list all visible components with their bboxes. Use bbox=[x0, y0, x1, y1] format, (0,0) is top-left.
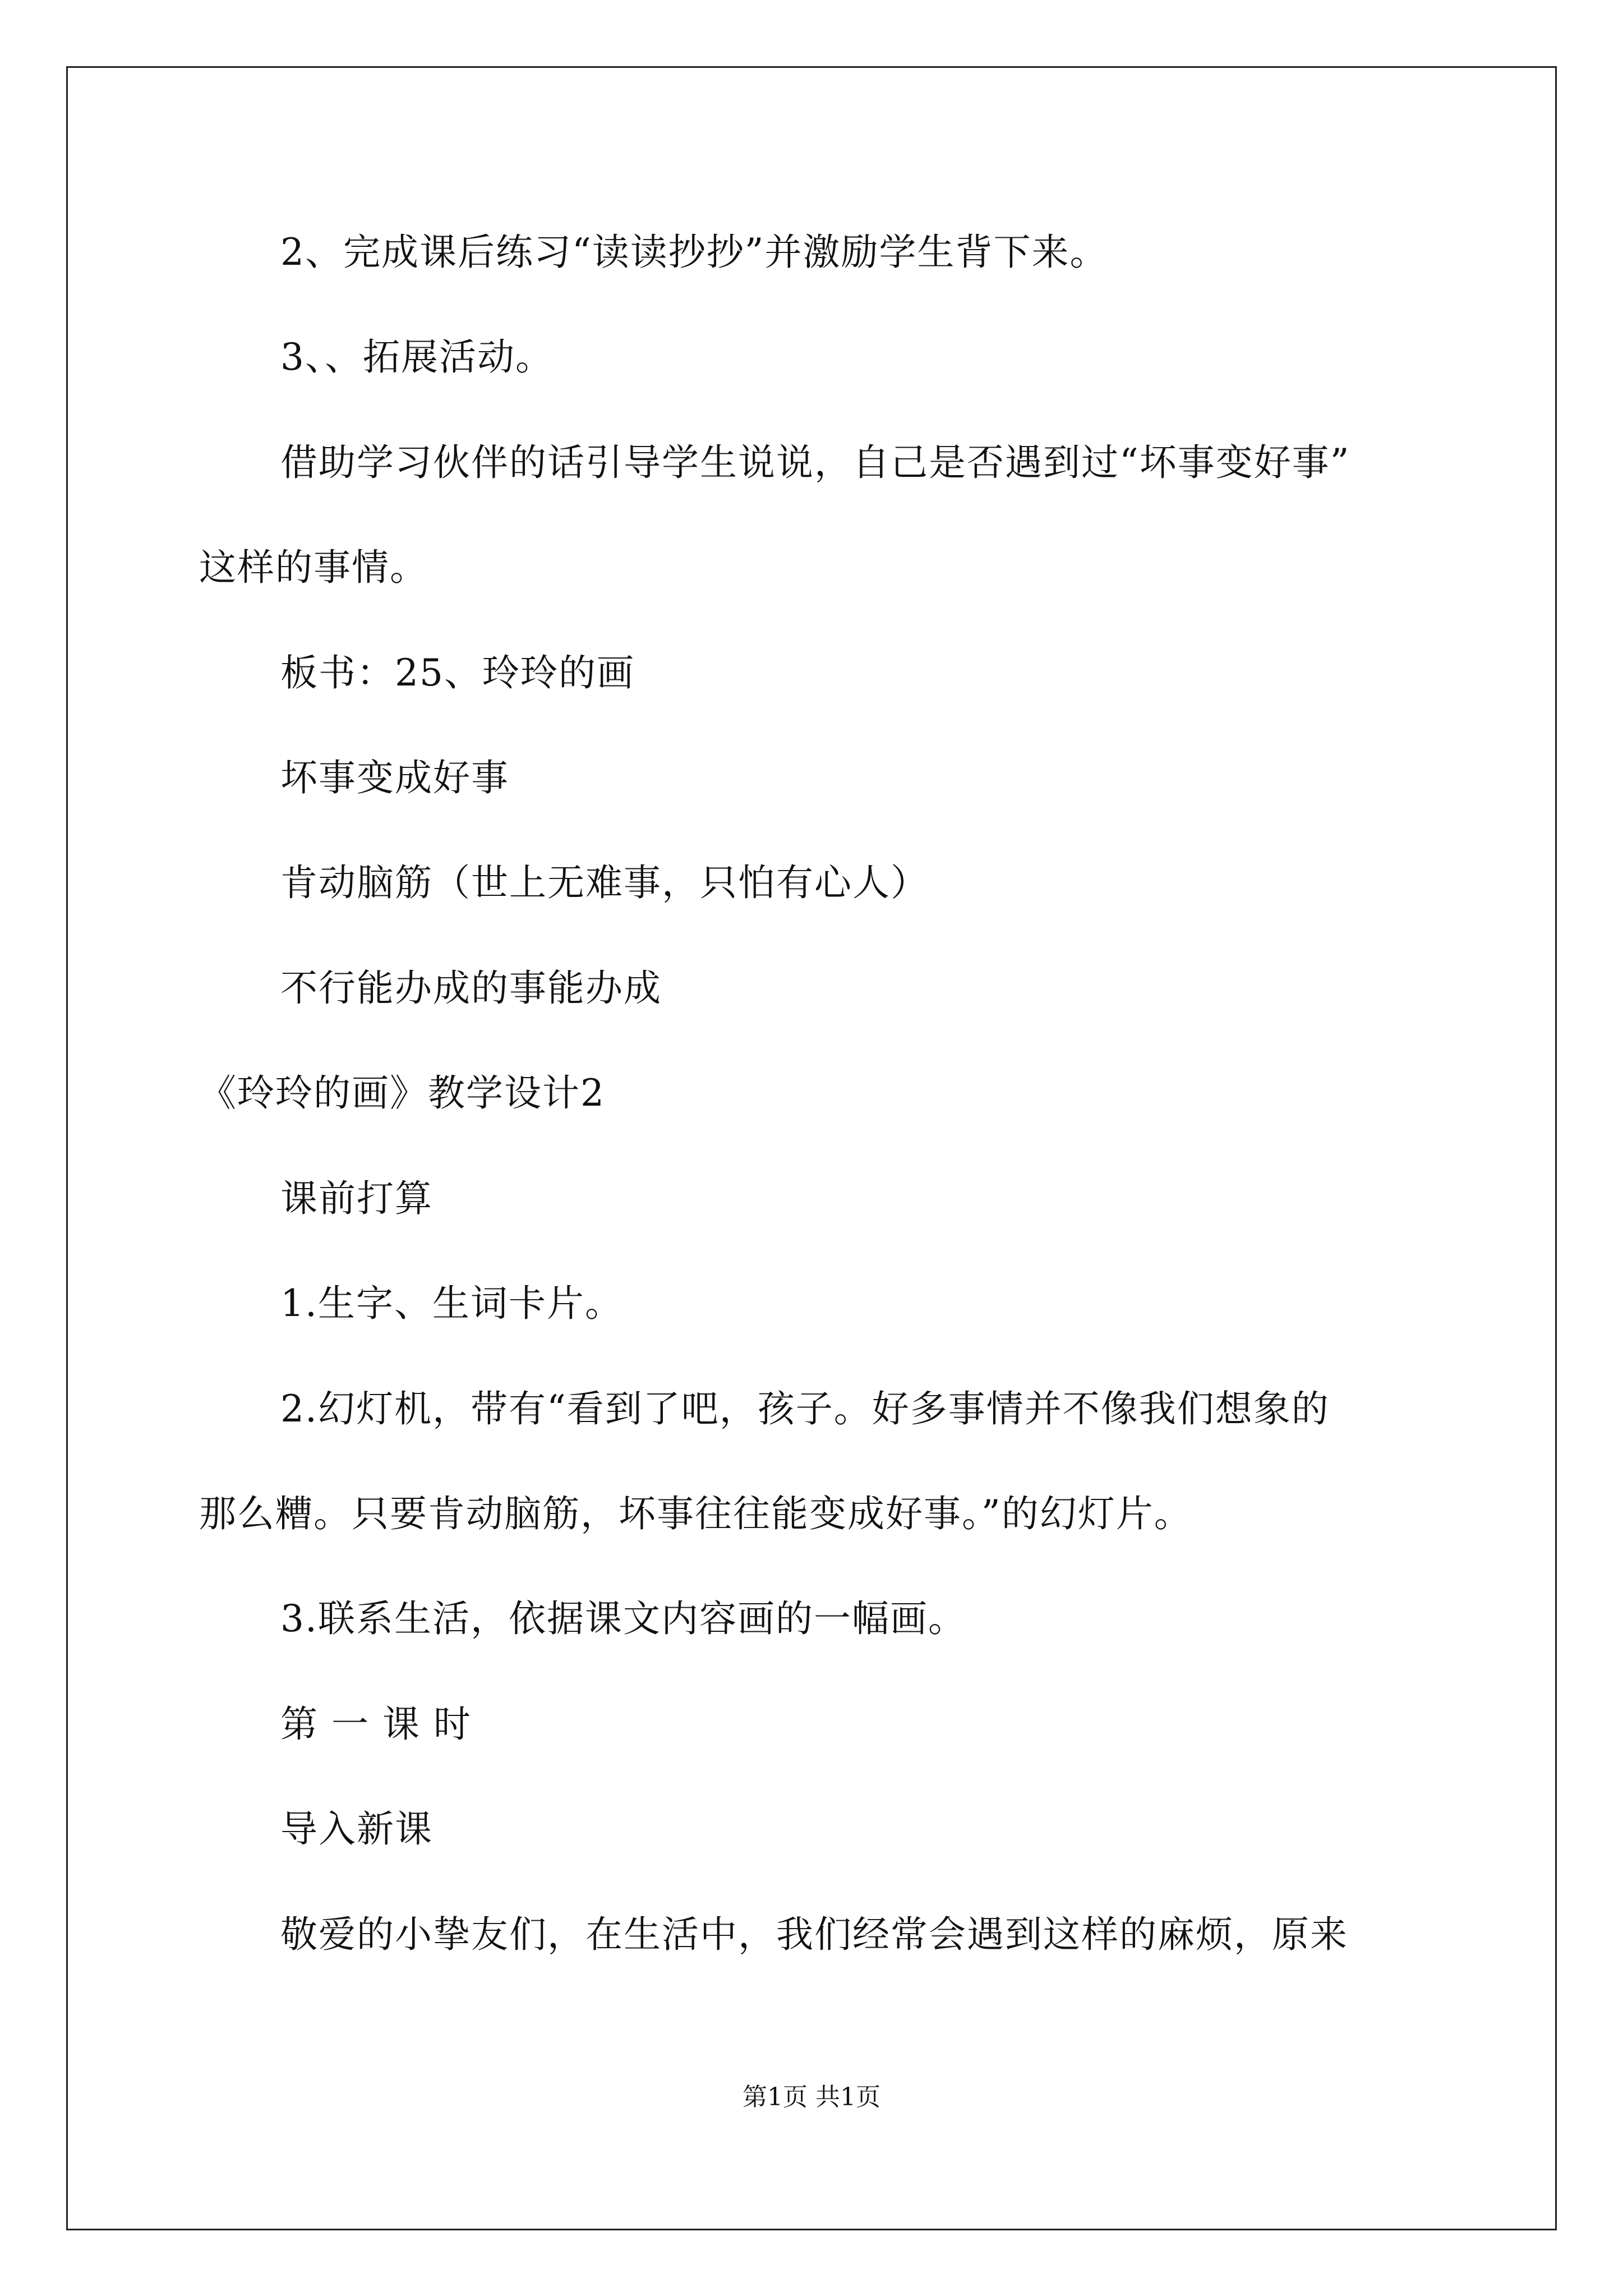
paragraph-prep-2-cont: 那么糟。只要肯动脑筋，坏事往往能变成好事。”的幻灯片。 bbox=[199, 1492, 1192, 1535]
paragraph-intro-heading: 导入新课 bbox=[280, 1807, 433, 1851]
paragraph-guide-cont: 这样的事情。 bbox=[199, 546, 428, 589]
paragraph-preparation: 课前打算 bbox=[280, 1177, 433, 1220]
paragraph-board-item-3: 不行能办成的事能办成 bbox=[280, 967, 662, 1010]
section-heading: 《玲玲的画》教学设计2 bbox=[199, 1071, 605, 1115]
paragraph-extension: 3、、拓展活动。 bbox=[280, 335, 554, 379]
paragraph-intro-text: 敬爱的小挚友们，在生活中，我们经常会遇到这样的麻烦，原来 bbox=[280, 1913, 1348, 1956]
paragraph-guide: 借助学习伙伴的话引导学生说说，自己是否遇到过“坏事变好事” bbox=[280, 441, 1350, 484]
page-border bbox=[66, 66, 1557, 2230]
paragraph-board: 板书：25、玲玲的画 bbox=[280, 651, 635, 694]
paragraph-prep-3: 3.联系生活，依据课文内容画的一幅画。 bbox=[280, 1597, 966, 1640]
paragraph-first-lesson: 第 一 课 时 bbox=[280, 1703, 472, 1746]
paragraph-exercise: 2、完成课后练习“读读抄抄”并激励学生背下来。 bbox=[280, 231, 1108, 274]
paragraph-prep-2: 2.幻灯机，带有“看到了吧，孩子。好多事情并不像我们想象的 bbox=[280, 1387, 1330, 1430]
paragraph-board-item-1: 坏事变成好事 bbox=[280, 756, 509, 799]
paragraph-board-item-2: 肯动脑筋（世上无难事，只怕有心人） bbox=[280, 861, 929, 904]
page-footer: 第1页 共1页 bbox=[743, 2083, 880, 2111]
paragraph-prep-1: 1.生字、生词卡片。 bbox=[280, 1282, 623, 1325]
